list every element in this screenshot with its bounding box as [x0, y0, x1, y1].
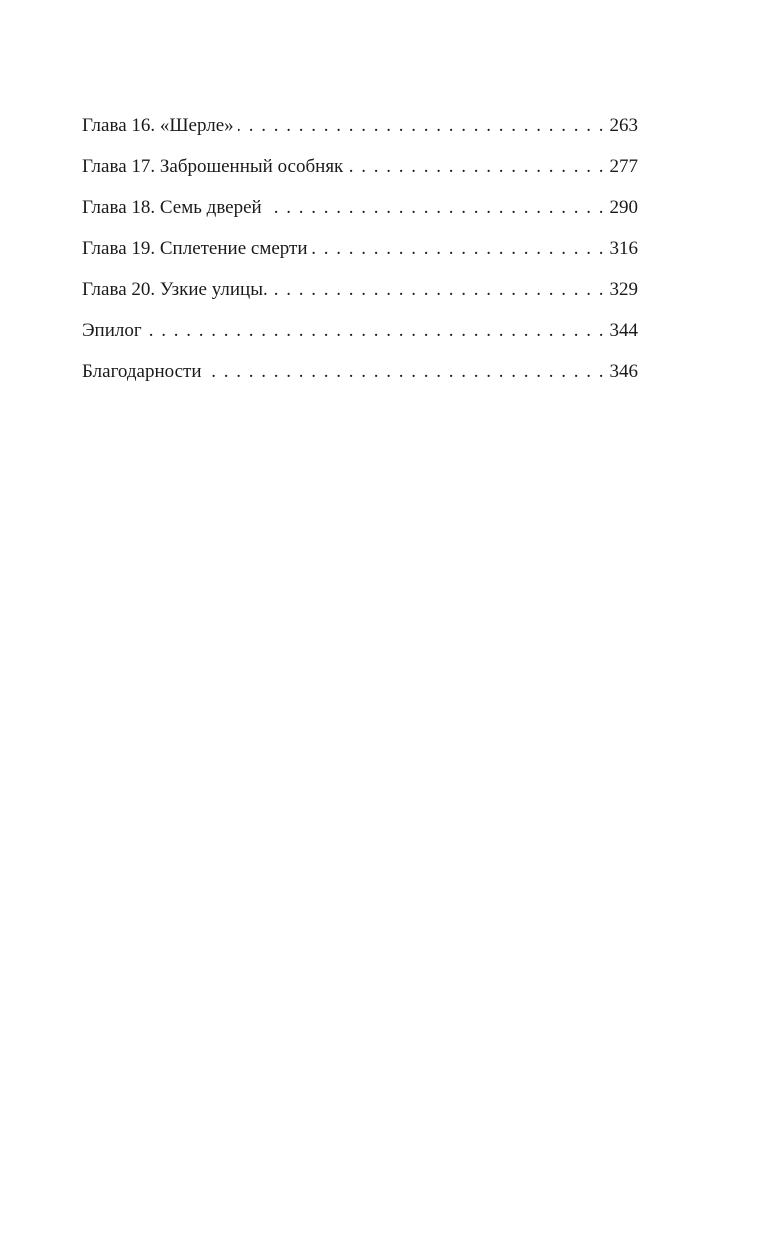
toc-entry-title: Эпилог — [82, 320, 142, 341]
toc-entry-chapter-19[interactable] — [82, 235, 638, 276]
dot-leader — [146, 317, 604, 344]
toc-entry-chapter-16[interactable] — [82, 112, 638, 153]
dot-leader — [266, 194, 604, 221]
dot-leader — [206, 358, 604, 385]
toc-entry-title: Глава 16. «Шерле» — [82, 115, 234, 136]
dot-leader — [347, 153, 603, 180]
toc-entry-acknowledgements[interactable] — [82, 358, 638, 399]
dot-leader — [272, 276, 604, 303]
toc-entry-title: Глава 17. Заброшенный особняк — [82, 156, 344, 177]
toc-entry-chapter-18[interactable] — [82, 194, 638, 235]
toc-entry-chapter-20[interactable] — [82, 276, 638, 317]
toc-entry-chapter-17[interactable] — [82, 153, 638, 194]
toc-entry-title: Глава 18. Семь дверей — [82, 197, 262, 218]
toc-entry-page-number: 277 — [609, 156, 638, 177]
toc-entry-page-number: 344 — [609, 320, 638, 341]
toc-entry-title: Благодарности — [82, 361, 202, 382]
toc-entry-title: Глава 19. Сплетение смерти — [82, 238, 308, 259]
dot-leader — [312, 235, 604, 262]
dot-leader — [238, 112, 604, 139]
toc-entry-epilogue[interactable] — [82, 317, 638, 358]
table-of-contents — [82, 112, 638, 399]
toc-entry-page-number: 346 — [609, 361, 638, 382]
toc-entry-page-number: 316 — [609, 238, 638, 259]
toc-entry-title: Глава 20. Узкие улицы. — [82, 279, 268, 300]
toc-entry-page-number: 263 — [609, 115, 638, 136]
toc-entry-page-number: 290 — [609, 197, 638, 218]
toc-entry-page-number: 329 — [609, 279, 638, 300]
